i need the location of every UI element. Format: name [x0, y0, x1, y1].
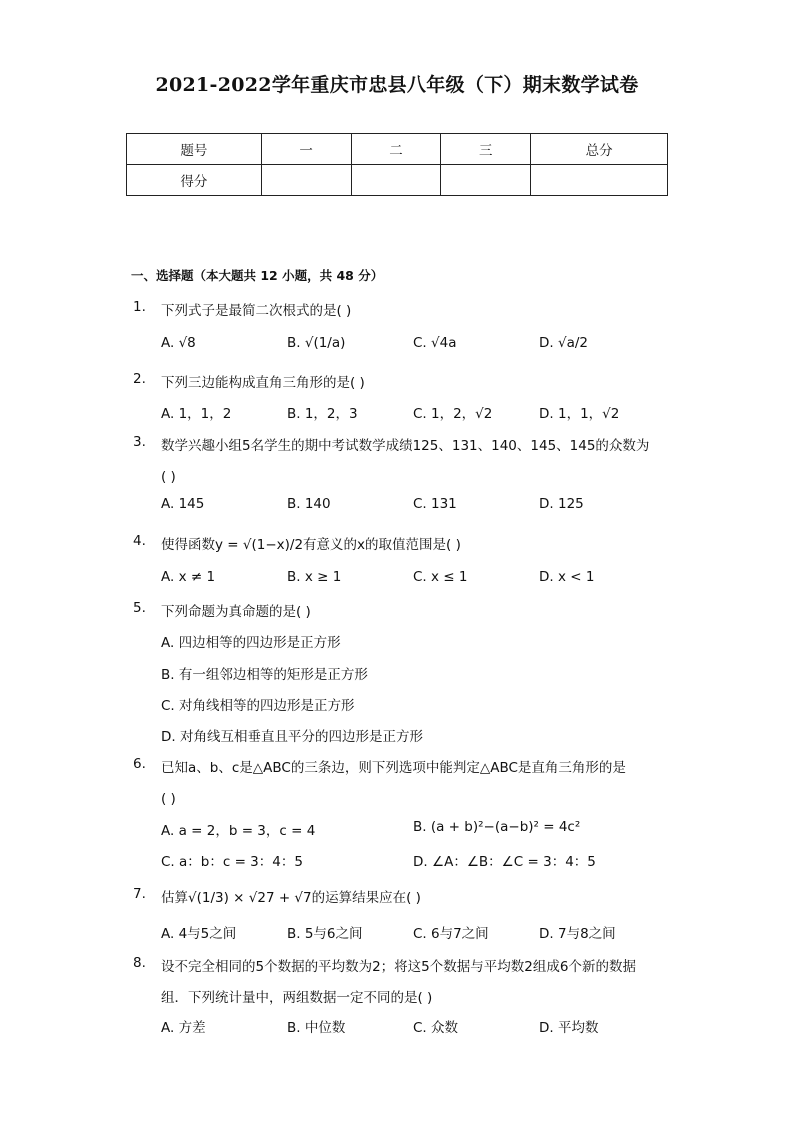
question-number: 8.: [133, 955, 146, 971]
question-text: 组．下列统计量中，两组数据一定不同的是( ): [161, 990, 433, 1006]
question-text: 已知a、b、c是△ABC的三条边，则下列选项中能判定△ABC是直角三角形的是: [161, 760, 626, 776]
score-cell: [441, 165, 531, 196]
question-text: 使得函数y = √(1−x)/2有意义的x的取值范围是( ): [161, 537, 461, 553]
question-number: 7.: [133, 886, 146, 902]
question-text: 数学兴趣小组5名学生的期中考试数学成绩125、131、140、145、145的众数为: [161, 438, 650, 454]
question-text: 设不完全相同的5个数据的平均数为2；将这5个数据与平均数2组成6个新的数据: [161, 959, 636, 975]
option-c: C. 对角线相等的四边形是正方形: [161, 698, 355, 714]
option-b: B. (a + b)²−(a−b)² = 4c²: [413, 819, 581, 835]
score-table: [126, 133, 668, 196]
score-cell: [531, 165, 668, 196]
option-c: C. x ≤ 1: [413, 569, 468, 585]
option-b: B. 5与6之间: [287, 926, 363, 942]
section-heading: 一、选择题（本大题共 12 小题，共 48 分）: [131, 268, 384, 283]
score-cell: 得分: [127, 165, 262, 196]
score-table-header-row: [127, 134, 668, 165]
option-d: D. 1，1，√2: [539, 406, 620, 422]
score-cell: [351, 165, 441, 196]
score-cell: 题号: [127, 134, 262, 165]
option-c: C. 1，2，√2: [413, 406, 493, 422]
question-number: 6.: [133, 756, 146, 772]
question-text: 估算√(1/3) × √27 + √7的运算结果应在( ): [161, 890, 421, 906]
option-a: A. 4与5之间: [161, 926, 237, 942]
question-text: 下列三边能构成直角三角形的是( ): [161, 375, 365, 391]
question-text: ( ): [161, 791, 176, 807]
option-c: C. 131: [413, 496, 457, 512]
option-a: A. a = 2，b = 3，c = 4: [161, 823, 316, 839]
option-d: D. x < 1: [539, 569, 595, 585]
option-d: D. √a/2: [539, 335, 588, 351]
score-cell: 一: [261, 134, 351, 165]
option-d: D. 125: [539, 496, 584, 512]
question-number: 3.: [133, 434, 146, 450]
option-a: A. 145: [161, 496, 205, 512]
score-cell: 三: [441, 134, 531, 165]
option-b: B. 140: [287, 496, 331, 512]
option-d: D. 7与8之间: [539, 926, 616, 942]
score-table-score-row: [127, 165, 668, 196]
page-title: 2021-2022学年重庆市忠县八年级（下）期末数学试卷: [155, 74, 639, 96]
question-text: ( ): [161, 469, 176, 485]
option-b: B. x ≥ 1: [287, 569, 342, 585]
option-c: C. 6与7之间: [413, 926, 489, 942]
option-a: A. x ≠ 1: [161, 569, 216, 585]
score-cell: [261, 165, 351, 196]
option-b: B. √(1/a): [287, 335, 346, 351]
option-d: D. ∠A：∠B：∠C = 3：4：5: [413, 854, 596, 870]
option-a: A. 1，1，2: [161, 406, 232, 422]
option-c: C. a：b：c = 3：4：5: [161, 854, 303, 870]
question-number: 4.: [133, 533, 146, 549]
question-number: 5.: [133, 600, 146, 616]
option-b: B. 中位数: [287, 1020, 346, 1036]
question-text: 下列命题为真命题的是( ): [161, 604, 311, 620]
score-cell: 二: [351, 134, 441, 165]
option-b: B. 有一组邻边相等的矩形是正方形: [161, 667, 368, 683]
option-a: A. 方差: [161, 1020, 206, 1036]
option-a: A. 四边相等的四边形是正方形: [161, 635, 341, 651]
question-number: 1.: [133, 299, 146, 315]
option-d: D. 平均数: [539, 1020, 599, 1036]
option-a: A. √8: [161, 335, 196, 351]
option-c: C. √4a: [413, 335, 457, 351]
option-d: D. 对角线互相垂直且平分的四边形是正方形: [161, 729, 423, 745]
score-cell: 总分: [531, 134, 668, 165]
option-b: B. 1，2，3: [287, 406, 358, 422]
option-c: C. 众数: [413, 1020, 459, 1036]
question-text: 下列式子是最简二次根式的是( ): [161, 303, 352, 319]
question-number: 2.: [133, 371, 146, 387]
